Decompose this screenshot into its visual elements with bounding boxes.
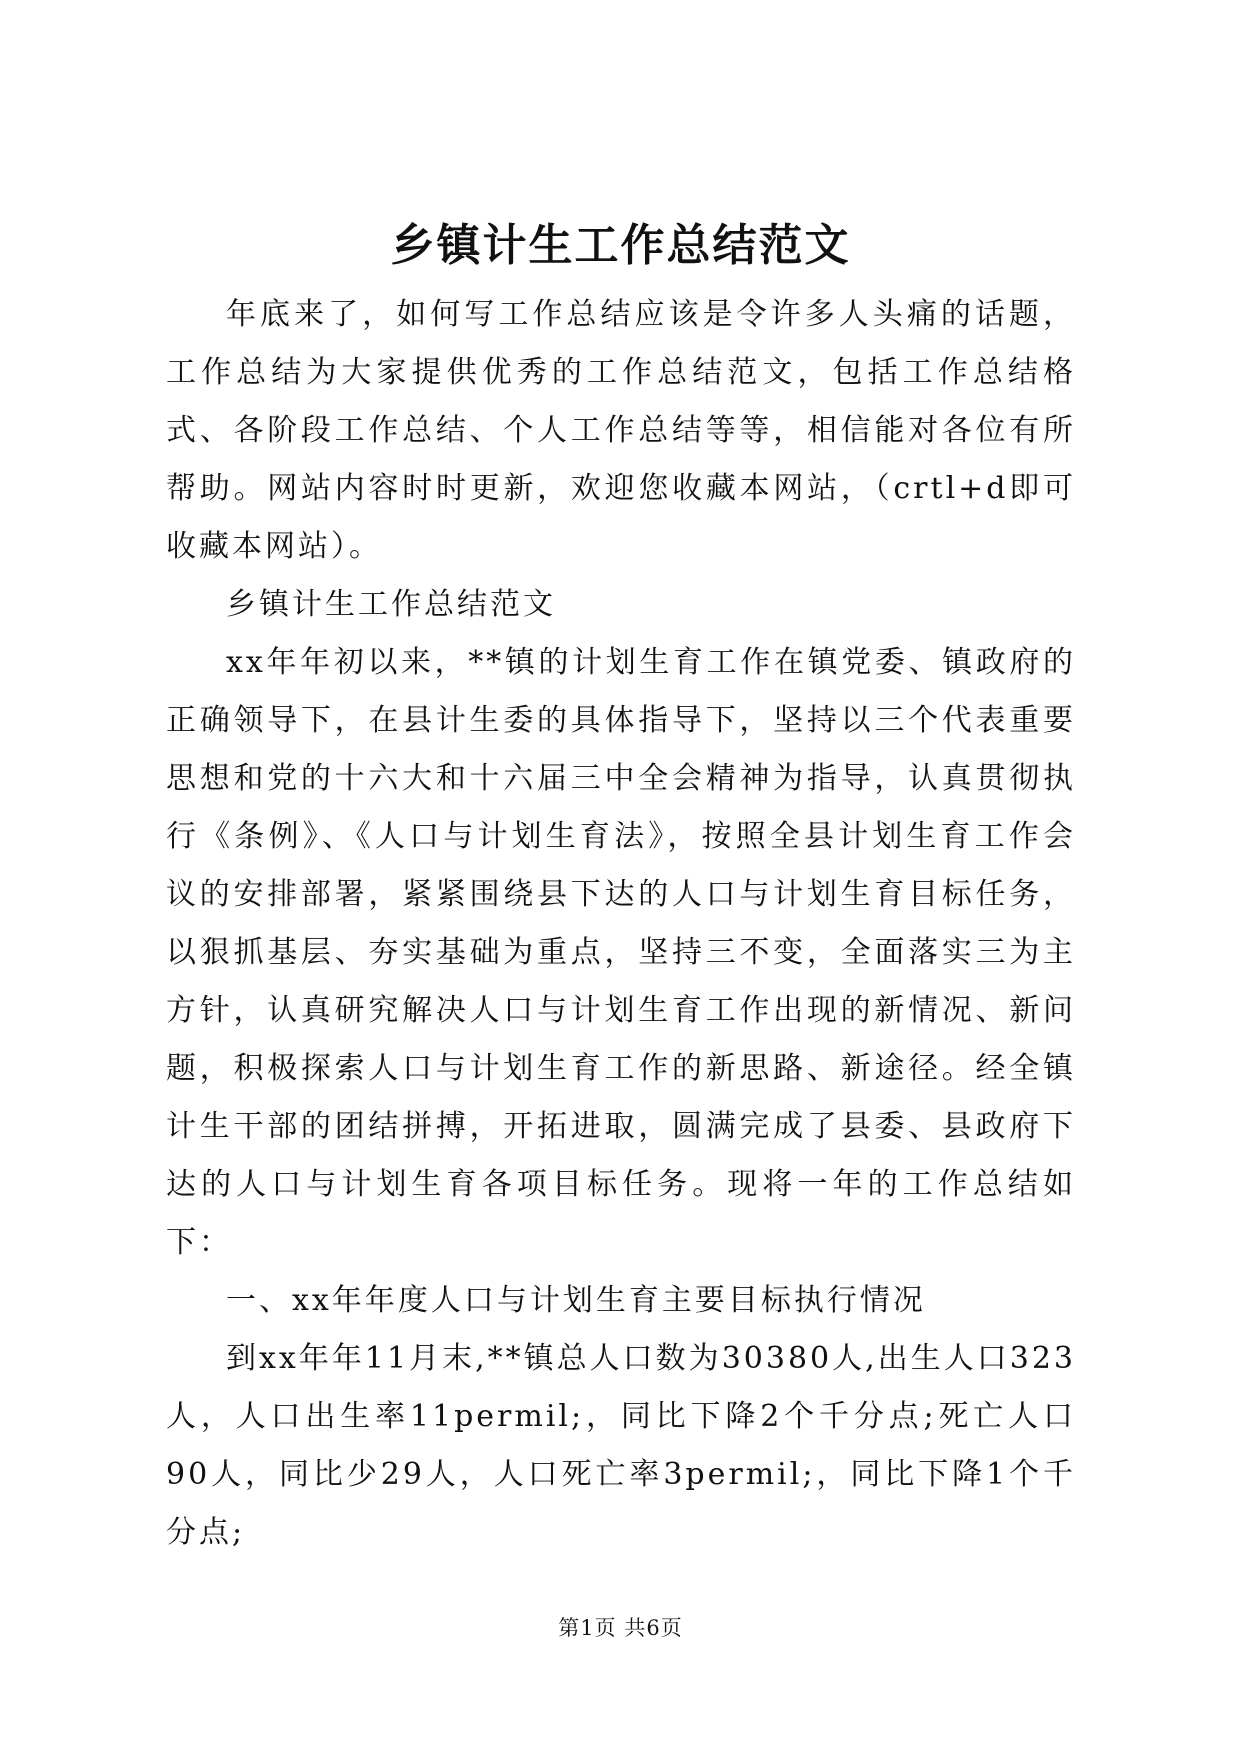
subsection-heading: 一、xx年年度人口与计划生育主要目标执行情况 — [226, 1283, 926, 1318]
intro-paragraph: 年底来了，如何写工作总结应该是令许多人头痛的话题，工作总结为大家提供优秀的工作总结范文，包括工作总结格式、各阶段工作总结、个人工作总结等等，相信能对各位有所帮助。网站内容时时更新，欢迎您收藏本网站，（crtl+d即可收藏本网站）。 — [166, 297, 1076, 564]
page-number-footer: 第1页 共6页 — [558, 1616, 683, 1640]
document-title: 乡镇计生工作总结范文 — [390, 220, 851, 271]
section-heading: 乡镇计生工作总结范文 — [226, 587, 556, 622]
summary-paragraph: xx年年初以来，**镇的计划生育工作在镇党委、镇政府的正确领导下，在县计生委的具体指导下，坚持以三个代表重要思想和党的十六大和十六届三中全会精神为指导，认真贯彻执行《条例》、《人口与计划生育法》，按照全县计划生育工作会议的安排部署，紧紧围绕县下达的人口与计划生育目标任务，以狠抓基层、夯实基础为重点，坚持三不变，全面落实三为主方针，认真研究解决人口与计划生育工作出现的新情况、新问题，积极探索人口与计划生育工作的新思路、新途径。经全镇计生干部的团结拼搏，开拓进取，圆满完成了县委、县政府下达的人口与计划生育各项目标任务。现将一年的工作总结如下： — [166, 645, 1076, 1260]
document-body — [166, 286, 1076, 1562]
statistics-paragraph: 到xx年年11月末,**镇总人口数为30380人,出生人口323人，人口出生率11permil;，同比下降2个千分点;死亡人口90人，同比少29人，人口死亡率3permil;，同比下降1个千分点; — [166, 1341, 1076, 1550]
